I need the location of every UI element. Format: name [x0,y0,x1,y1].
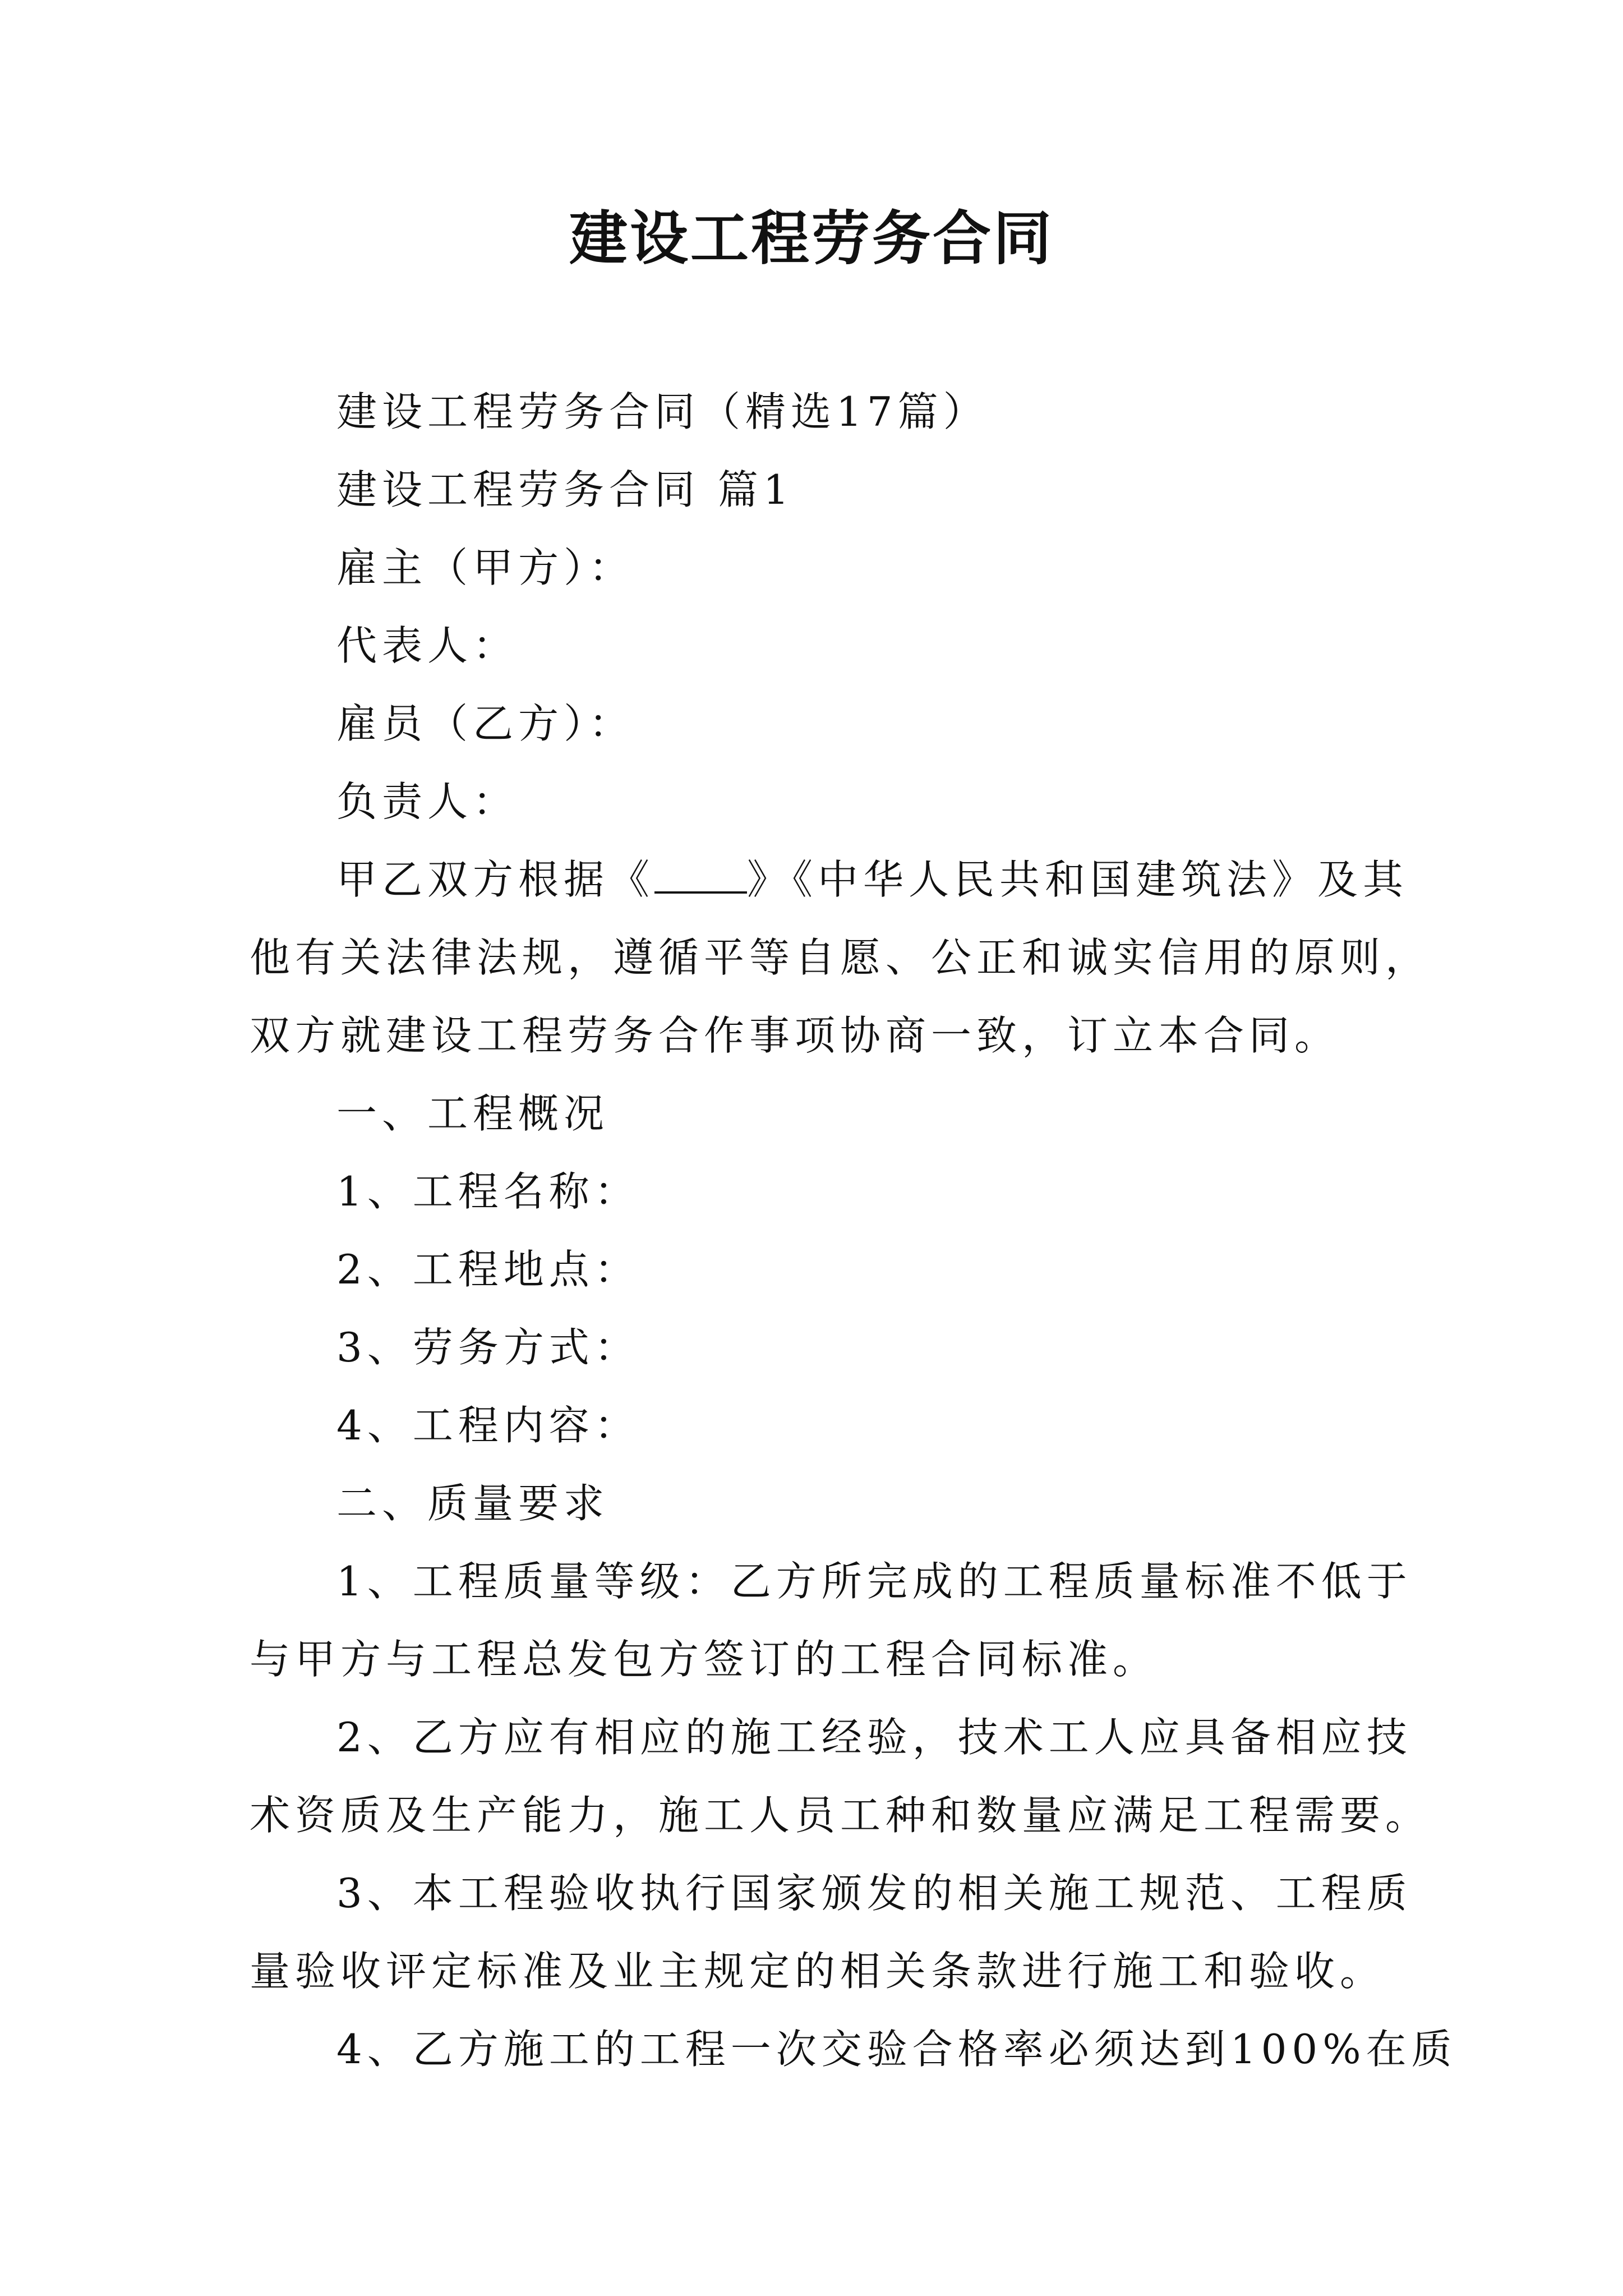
text-line: 双方就建设工程劳务合作事项协商一致，订立本合同。 [250,1012,1340,1059]
text-line: 雇员（乙方）： [336,700,635,747]
document-body [250,373,1457,2088]
text-line: 1、工程质量等级：乙方所完成的工程质量标准不低于 [336,1558,1412,1605]
text-before-blank: 甲乙双方根据《 [336,856,655,903]
text-line: 4、工程内容： [336,1402,640,1449]
text-line: 雇主（甲方）： [336,544,635,591]
text-line: 他有关法律法规，遵循平等自愿、公正和诚实信用的原则， [250,934,1431,981]
text-line: 代表人： [336,622,519,669]
text-line: 1、工程名称： [336,1168,640,1215]
section-heading: 一、工程概况 [336,1090,610,1137]
text-line: 2、乙方应有相应的施工经验，技术工人应具备相应技 [336,1714,1412,1761]
document-title: 建设工程劳务合同 [569,204,1054,273]
text-line: 量验收评定标准及业主规定的相关条款进行施工和验收。 [250,1948,1386,1995]
text-line: 3、本工程验收执行国家颁发的相关施工规范、工程质 [336,1870,1412,1917]
section-heading: 二、质量要求 [336,1480,610,1527]
text-line: 建设工程劳务合同（精选17篇） [336,388,989,435]
text-line [336,841,1413,919]
text-line: 建设工程劳务合同 篇1 [336,466,794,513]
text-line: 2、工程地点： [336,1246,640,1293]
text-line: 与甲方与工程总发包方签订的工程合同标准。 [250,1636,1159,1683]
text-line: 术资质及生产能力，施工人员工种和数量应满足工程需要。 [250,1792,1431,1839]
text-line: 3、劳务方式： [336,1324,640,1371]
text-after-blank: 》《中华人民共和国建筑法》及其 [747,856,1409,903]
fill-in-blank [654,860,747,894]
text-line: 4、乙方施工的工程一次交验合格率必须达到100%在质 [336,2026,1457,2073]
text-line: 负责人： [336,778,519,825]
